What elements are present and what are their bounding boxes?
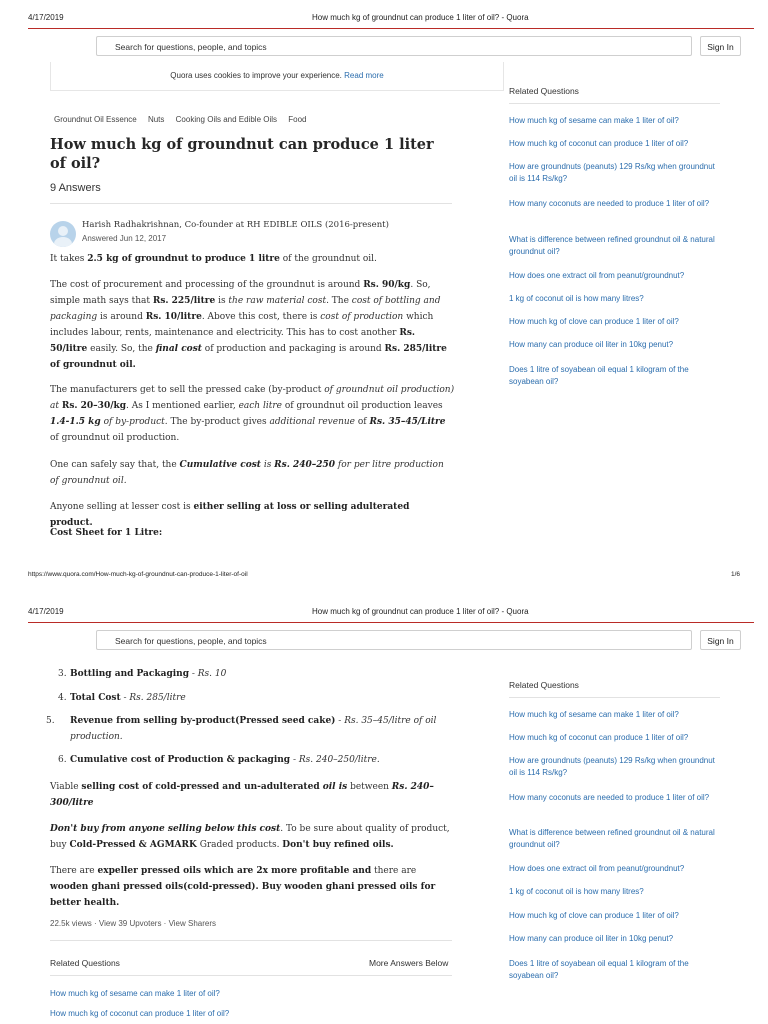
topic-food[interactable]: Food [288, 115, 307, 124]
related-question-link[interactable]: What is difference between refined groundnut oil & natural groundnut oil? [509, 828, 715, 849]
answered-date[interactable]: Answered Jun 12, 2017 [82, 234, 167, 243]
related-question-link[interactable]: How many coconuts are needed to produce 1 liter of oil? [509, 793, 710, 802]
header-rule [28, 28, 754, 29]
search-input[interactable]: Search for questions, people, and topics [96, 36, 692, 56]
topic-cooking-oils[interactable]: Cooking Oils and Edible Oils [175, 115, 278, 124]
cost-sheet-heading: Cost Sheet for 1 Litre: [50, 528, 163, 538]
answer-paragraph-5: Anyone selling at lesser cost is either selling at loss or selling adulterated product. [50, 502, 410, 528]
print-title: How much kg of groundnut can produce 1 liter of oil? - Quora [312, 607, 529, 616]
related-question-link[interactable]: How are groundnuts (peanuts) 129 Rs/kg when groundnut oil is 114 Rs/kg? [509, 756, 715, 777]
footer-url: https://www.quora.com/How-much-kg-of-groundnut-can-produce-1-liter-of-oil [28, 571, 248, 578]
print-date: 4/17/2019 [28, 607, 64, 616]
related-question-link[interactable]: How much kg of clove can produce 1 liter of oil? [509, 317, 679, 326]
related-question-link[interactable]: How are groundnuts (peanuts) 129 Rs/kg when groundnut oil is 114 Rs/kg? [509, 162, 715, 183]
related-question-link[interactable]: How much kg of sesame can make 1 liter of oil? [509, 710, 679, 719]
related-divider [509, 697, 720, 698]
cost-list-item-6: 6. Cumulative cost of Production & packaging - Rs. 240–250/litre. [58, 755, 380, 765]
related-question-link[interactable]: How many can produce oil liter in 10kg penut? [509, 340, 674, 349]
sign-in-button[interactable]: Sign In [700, 36, 741, 56]
topic-nuts[interactable]: Nuts [147, 115, 165, 124]
related-questions-title: Related Questions [509, 86, 579, 96]
print-date: 4/17/2019 [28, 13, 64, 22]
answer-paragraph-pressed-oils: There are expeller pressed oils which are 2x more profitable and there are wooden ghani pressed oils(cold-pressed). Buy wooden ghani pressed oils for better health. [50, 866, 436, 908]
lower-related-question-link[interactable]: How much kg of coconut can produce 1 liter of oil? [50, 1009, 230, 1018]
avatar-head-shape [58, 226, 68, 236]
related-question-link[interactable]: How much kg of coconut can produce 1 liter of oil? [509, 733, 689, 742]
related-question-link[interactable]: How much kg of coconut can produce 1 liter of oil? [509, 139, 689, 148]
answer-paragraph-viable-cost: Viable selling cost of cold-pressed and un-adulterated oil is between Rs. 240–300/litre [50, 782, 434, 808]
topic-groundnut-oil-essence[interactable]: Groundnut Oil Essence [54, 115, 137, 124]
cookie-text: Quora uses cookies to improve your experience. [170, 71, 342, 80]
cookie-read-more-link[interactable]: Read more [344, 71, 384, 80]
avatar-body-shape [54, 237, 72, 247]
related-question-link[interactable]: How much kg of sesame can make 1 liter of oil? [509, 116, 679, 125]
answer-paragraph-3: The manufacturers get to sell the pressed cake (by-product of groundnut oil production) at Rs. 20–30/kg. As I mentioned earlier, each litre of groundnut oil production leaves 1.4-1.5 kg of by-product. The by-product gives additional revenue of Rs. 35–45/Litre of groundnut oil production. [50, 385, 455, 443]
divider [50, 940, 452, 941]
answer-paragraph-2: The cost of procurement and processing of the groundnut is around Rs. 90/kg. So, simple math says that Rs. 225/litre is the raw material cost. The cost of bottling and packaging is around Rs. 10/litre. Above this cost, there is cost of production which includes labour, rents, maintenance and electricity. This has to cost another Rs. 50/litre easily. So, the final cost of production and packaging is around Rs. 285/litre of groundnut oil. [50, 280, 447, 370]
cost-list-item-5: 5. Revenue from selling by-product(Pressed seed cake) - Rs. 35–45/litre of oil production. [46, 716, 437, 742]
related-question-link[interactable]: How many can produce oil liter in 10kg penut? [509, 934, 674, 943]
author-credential[interactable]: Harish Radhakrishnan, Co-founder at RH EDIBLE OILS (2016-present) [82, 220, 389, 230]
answer-paragraph-1: It takes 2.5 kg of groundnut to produce 1 litre of the groundnut oil. [50, 254, 377, 264]
cost-list-item-3: 3. Bottling and Packaging - Rs. 10 [58, 669, 227, 679]
author-avatar[interactable] [50, 221, 76, 247]
more-answers-below-link[interactable]: More Answers Below [369, 958, 449, 968]
footer-page-number: 1/6 [731, 571, 741, 578]
answers-count: 9 Answers [50, 182, 101, 194]
related-question-link[interactable]: 1 kg of coconut oil is how many litres? [509, 294, 644, 303]
related-question-link[interactable]: Does 1 litre of soyabean oil equal 1 kilogram of the soyabean oil? [509, 365, 689, 386]
answer-paragraph-dont-buy: Don't buy from anyone selling below this cost. To be sure about quality of product, buy Cold-Pressed & AGMARK Graded products. Don't buy refined oils. [50, 824, 450, 850]
print-title: How much kg of groundnut can produce 1 liter of oil? - Quora [312, 13, 529, 22]
related-question-link[interactable]: 1 kg of coconut oil is how many litres? [509, 887, 644, 896]
related-question-link[interactable]: How does one extract oil from peanut/groundnut? [509, 864, 685, 873]
search-input[interactable]: Search for questions, people, and topics [96, 630, 692, 650]
question-title[interactable]: How much kg of groundnut can produce 1 liter of oil? [50, 136, 434, 172]
related-question-link[interactable]: What is difference between refined groundnut oil & natural groundnut oil? [509, 235, 715, 256]
answer-stats[interactable]: 22.5k views · View 39 Upvoters · View Sharers [50, 919, 216, 928]
lower-related-question-link[interactable]: How much kg of sesame can make 1 liter of oil? [50, 989, 220, 998]
related-question-link[interactable]: How much kg of clove can produce 1 liter of oil? [509, 911, 679, 920]
related-question-link[interactable]: How many coconuts are needed to produce 1 liter of oil? [509, 199, 710, 208]
cost-list-item-4: 4. Total Cost - Rs. 285/litre [58, 693, 186, 703]
related-question-link[interactable]: Does 1 litre of soyabean oil equal 1 kilogram of the soyabean oil? [509, 959, 689, 980]
header-rule [28, 622, 754, 623]
cookie-banner [50, 62, 504, 91]
sign-in-button[interactable]: Sign In [700, 630, 741, 650]
topic-list [54, 115, 316, 124]
related-questions-title: Related Questions [509, 680, 579, 690]
divider [50, 975, 452, 976]
answer-paragraph-4: One can safely say that, the Cumulative cost is Rs. 240–250 for per litre production of groundnut oil. [50, 460, 444, 486]
lower-related-title: Related Questions [50, 958, 120, 968]
related-question-link[interactable]: How does one extract oil from peanut/groundnut? [509, 271, 685, 280]
related-divider [509, 103, 720, 104]
divider [50, 203, 452, 204]
